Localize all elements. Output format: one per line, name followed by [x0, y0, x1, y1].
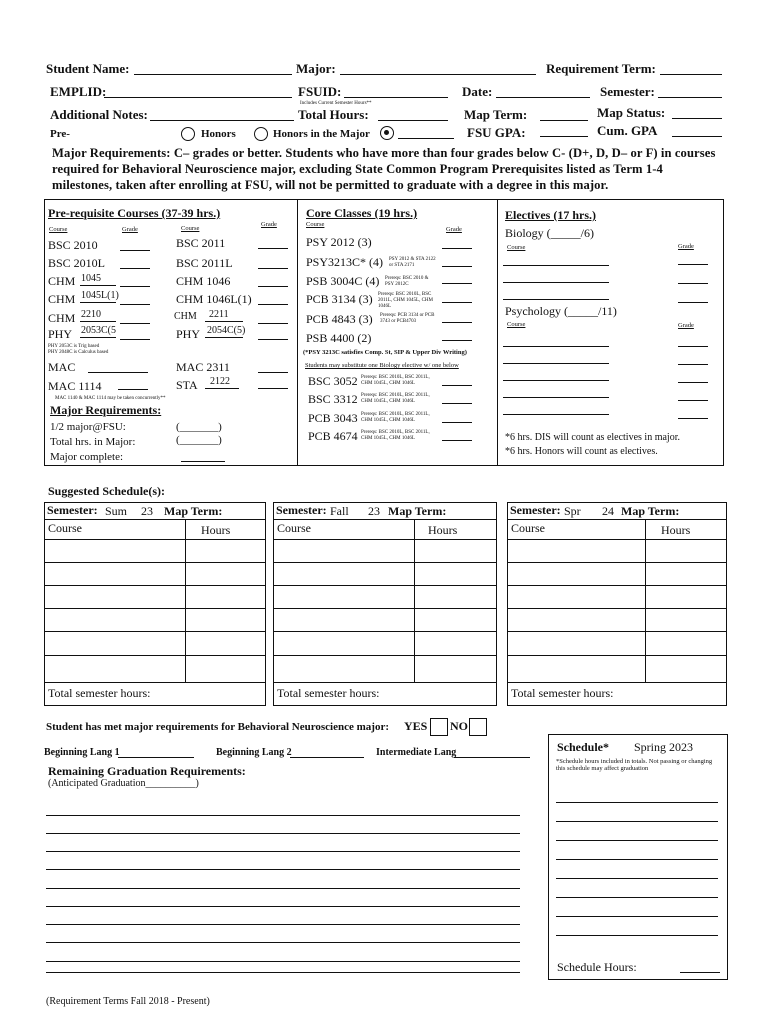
additional-notes-field[interactable] — [150, 120, 294, 121]
total-hours-label: Total Hours: — [298, 107, 369, 122]
grade-field[interactable] — [442, 440, 472, 441]
schedule-line[interactable] — [556, 859, 718, 860]
remaining-line[interactable] — [46, 961, 520, 962]
row-line — [274, 585, 496, 586]
prereq-title: Pre-requisite Courses (37-39 hrs.) — [48, 206, 221, 220]
honors-blank[interactable] — [398, 138, 454, 139]
column-divider — [645, 519, 646, 682]
core-note: Prereqs: BSC 2010 & PSY 2012C — [385, 276, 429, 287]
grade-field[interactable] — [678, 283, 708, 284]
grade-field[interactable] — [442, 385, 472, 386]
total-major-label: Total hrs. in Major: — [50, 436, 136, 448]
cum-gpa-label: Cum. GPA — [597, 123, 658, 138]
grade-field[interactable] — [258, 304, 288, 305]
major-complete-label: Major complete: — [50, 451, 124, 463]
course-header: Course — [277, 521, 311, 535]
psychology-label: Psychology (_____/11) — [505, 304, 617, 318]
grade-field[interactable] — [678, 346, 708, 347]
remaining-line[interactable] — [46, 942, 520, 943]
grade-field[interactable] — [442, 248, 472, 249]
schedule-line[interactable] — [556, 897, 718, 898]
grade-field[interactable] — [442, 283, 472, 284]
schedule-block — [44, 502, 266, 706]
remaining-line[interactable] — [46, 815, 520, 816]
row-line — [45, 655, 265, 656]
bio-note: Prereqs: BSC 2010L, BSC 2011L, CHM 1045L, CHM 1046L — [361, 430, 430, 441]
student-name-label: Student Name: — [46, 61, 130, 76]
prereq-course-hdr2: Course — [181, 225, 200, 232]
row-line — [45, 631, 265, 632]
grade-field[interactable] — [120, 304, 150, 305]
grade-field[interactable] — [120, 339, 150, 340]
bio-course: PCB 4674 — [308, 429, 358, 443]
divider — [497, 199, 498, 466]
column-divider — [414, 519, 415, 682]
bio-course: BSC 3312 — [308, 392, 358, 406]
core-course: PSB 4400 (2) — [306, 331, 372, 345]
row-line — [508, 682, 726, 683]
honors-radio[interactable] — [181, 127, 195, 141]
row-line — [274, 519, 496, 520]
requirement-term-label: Requirement Term: — [546, 61, 656, 76]
emplid-field[interactable] — [104, 97, 292, 98]
row-line — [45, 539, 265, 540]
grade-field[interactable] — [442, 340, 472, 341]
grade-field[interactable] — [442, 422, 472, 423]
elective-course-field[interactable] — [503, 265, 609, 266]
row-line — [508, 608, 726, 609]
grade-field[interactable] — [678, 418, 708, 419]
lang1-field[interactable] — [118, 757, 194, 758]
major-requirements-paragraph: Major Requirements: C– grades or better. Students who have more than four grades below C- (D+, D, D– or F) in courses required for Behavioral Neuroscience major, excluding State Common Program Prerequisites listed as Term 1-4 milestones, taken after enrolling at FSU, will not be permitted to graduate with a degree in this major. — [52, 146, 716, 192]
elective-course-field[interactable] — [503, 282, 609, 283]
map-status-label: Map Status: — [597, 105, 666, 120]
lang3-field[interactable] — [454, 757, 530, 758]
course-blank[interactable] — [80, 285, 116, 286]
sta-course: STA — [176, 378, 198, 392]
prereq-course: CHM — [48, 311, 76, 325]
course-header: Course — [511, 521, 545, 535]
prereq-course-num: 1045L(1) — [81, 290, 119, 301]
honors-major-label: Honors in the Major — [273, 128, 370, 140]
half-major-label: 1/2 major@FSU: — [50, 421, 126, 433]
hours-header: Hours — [201, 523, 231, 537]
phy-note: PHY 2053C is Trig based — [48, 344, 100, 349]
elective-course-field[interactable] — [503, 414, 609, 415]
prereq-course-num: 2053C(5 — [81, 325, 116, 336]
prereq-grade-hdr2: Grade — [261, 221, 277, 228]
total-hours-note: Includes Current Semester Hours** — [300, 101, 372, 106]
elective-course-hdr: Course — [507, 321, 526, 328]
cum-gpa-field[interactable] — [672, 136, 722, 137]
row-line — [274, 608, 496, 609]
core-note: PSY 2012 & STA 2122 or STA 2171 — [389, 257, 436, 268]
date-label: Date: — [462, 84, 493, 99]
elective-course-field[interactable] — [503, 299, 609, 300]
prereq-course: PHY — [48, 327, 73, 341]
semester-year: 23 — [141, 504, 153, 518]
courses-box — [44, 199, 724, 466]
elective-grade-hdr: Grade — [678, 322, 694, 329]
remaining-line[interactable] — [46, 833, 520, 834]
course-blank[interactable] — [80, 302, 116, 303]
schedule-line[interactable] — [556, 916, 718, 917]
pre-honors-radio[interactable] — [380, 126, 394, 140]
prereq-course: CHM — [48, 274, 76, 288]
semester-value: Fall — [330, 504, 349, 518]
course-blank[interactable] — [80, 337, 116, 338]
elective-course-field[interactable] — [503, 380, 609, 381]
semester-year: 23 — [368, 504, 380, 518]
semester-label: Semester: — [276, 503, 327, 517]
mac-note: MAC 1140 & MAC 1114 may be taken concurrently** — [55, 396, 166, 401]
half-major-field[interactable]: (_______) — [176, 421, 222, 433]
semester-label: Semester: — [47, 503, 98, 517]
schedule-summary-term: Spring 2023 — [634, 740, 694, 754]
grade-field[interactable] — [258, 286, 288, 287]
remaining-line[interactable] — [46, 851, 520, 852]
grade-field[interactable] — [678, 302, 708, 303]
row-line — [274, 631, 496, 632]
total-semester-hours: Total semester hours: — [48, 686, 151, 700]
bio-note: Prereqs: BSC 2010L, BSC 2011L, CHM 1045L, CHM 1046L — [361, 375, 430, 386]
yes-label: YES — [404, 719, 428, 733]
map-term-field[interactable] — [540, 120, 588, 121]
schedule-summary-title: Schedule* — [557, 740, 610, 754]
grade-field[interactable] — [442, 322, 472, 323]
prereq-course: PHY — [176, 327, 201, 341]
fsu-gpa-label: FSU GPA: — [467, 125, 526, 140]
lang2-label: Beginning Lang 2 — [216, 747, 292, 758]
prereq-course: BSC 2010L — [48, 256, 106, 270]
bio-course: PCB 3043 — [308, 411, 358, 425]
semester-value: Sum — [105, 504, 128, 518]
row-line — [45, 682, 265, 683]
row-line — [274, 682, 496, 683]
dis-note: *6 hrs. DIS will count as electives in major. — [505, 432, 680, 443]
requirement-terms-footer: (Requirement Terms Fall 2018 - Present) — [46, 996, 210, 1007]
row-line — [274, 539, 496, 540]
semester-label: Semester: — [510, 503, 561, 517]
prereq-course-num: 1045 — [81, 273, 101, 284]
grade-field[interactable] — [442, 403, 472, 404]
grade-field[interactable] — [678, 364, 708, 365]
prereq-course: CHM — [48, 292, 76, 306]
schedule-line[interactable] — [556, 878, 718, 879]
no-label: NO — [450, 719, 468, 733]
row-line — [508, 655, 726, 656]
remaining-line[interactable] — [46, 906, 520, 907]
honors-major-radio[interactable] — [254, 127, 268, 141]
grade-field[interactable] — [678, 400, 708, 401]
pre-label: Pre- — [50, 128, 70, 140]
row-line — [508, 539, 726, 540]
row-line — [508, 585, 726, 586]
lang2-field[interactable] — [290, 757, 364, 758]
course-header: Course — [48, 521, 82, 535]
row-line — [274, 655, 496, 656]
requirement-term-field[interactable] — [660, 74, 722, 75]
remaining-line[interactable] — [46, 972, 520, 973]
schedule-line[interactable] — [556, 935, 718, 936]
prereq-course-num: 2054C(5) — [207, 325, 246, 336]
hours-header: Hours — [661, 523, 691, 537]
no-checkbox[interactable] — [469, 718, 487, 736]
schedule-line[interactable] — [556, 802, 718, 803]
schedule-hours-field[interactable] — [680, 972, 720, 973]
schedule-block — [507, 502, 727, 706]
core-course: PCB 3134 (3) — [306, 292, 373, 306]
row-line — [45, 585, 265, 586]
prereq-course: CHM 1046L(1) — [176, 292, 252, 306]
major-complete-field[interactable] — [181, 461, 225, 462]
row-line — [508, 631, 726, 632]
elective-course-field[interactable] — [503, 397, 609, 398]
lang3-label: Intermediate Lang — [376, 747, 457, 758]
fsuid-field[interactable] — [344, 97, 448, 98]
hours-header: Hours — [428, 523, 458, 537]
row-line — [45, 608, 265, 609]
total-semester-hours: Total semester hours: — [511, 686, 614, 700]
prereq-course: CHM — [174, 311, 197, 322]
emplid-label: EMPLID: — [50, 84, 107, 99]
prereq-course-num: 2210 — [81, 309, 101, 320]
electives-title: Electives (17 hrs.) — [505, 208, 596, 222]
schedule-line[interactable] — [556, 821, 718, 822]
total-hours-field[interactable] — [378, 120, 448, 121]
prereq-course-hdr: Course — [49, 226, 68, 233]
course-blank[interactable] — [80, 321, 116, 322]
grade-field[interactable] — [258, 268, 288, 269]
yes-checkbox[interactable] — [430, 718, 448, 736]
core-title: Core Classes (19 hrs.) — [306, 206, 418, 220]
elective-course-field[interactable] — [503, 363, 609, 364]
elective-grade-hdr: Grade — [678, 243, 694, 250]
column-divider — [185, 519, 186, 682]
grade-field[interactable] — [442, 302, 472, 303]
grade-field[interactable] — [678, 382, 708, 383]
elective-course-field[interactable] — [503, 346, 609, 347]
map-term-label: Map Term: — [464, 107, 528, 122]
grade-field[interactable] — [118, 389, 148, 390]
major-req-title: Major Requirements: — [50, 403, 162, 417]
semester-value: Spr — [564, 504, 581, 518]
remaining-line[interactable] — [46, 888, 520, 889]
map-term-label: Map Term: — [164, 504, 223, 518]
core-course: PSY3213C* (4) — [306, 255, 384, 269]
prereq-grade-hdr: Grade — [122, 226, 138, 233]
core-course-hdr: Course — [306, 221, 325, 228]
row-line — [45, 562, 265, 563]
row-line — [45, 519, 265, 520]
remaining-requirements-title: Remaining Graduation Requirements: — [48, 764, 246, 778]
student-name-field[interactable] — [134, 74, 292, 75]
grade-field[interactable] — [442, 266, 472, 267]
suggested-schedule-heading: Suggested Schedule(s): — [48, 484, 166, 498]
total-semester-hours: Total semester hours: — [277, 686, 380, 700]
core-footnote: (*PSY 3213C satisfies Comp. St, SIP & Upper Div Writing) — [303, 349, 467, 356]
map-term-label: Map Term: — [388, 504, 447, 518]
major-field[interactable] — [340, 74, 536, 75]
grade-field[interactable] — [258, 372, 288, 373]
biology-label: Biology (_____/6) — [505, 226, 594, 240]
major-label: Major: — [296, 61, 336, 76]
course-blank[interactable] — [205, 321, 243, 322]
grade-field[interactable] — [258, 323, 288, 324]
remaining-line[interactable] — [46, 924, 520, 925]
bio-note: Prereqs: BSC 2010L, BSC 2011L, CHM 1045L, CHM 1046L — [361, 412, 430, 423]
grade-field[interactable] — [258, 388, 288, 389]
schedule-summary-note: *Schedule hours included in totals. Not passing or changing this schedule may affect graduation — [556, 758, 713, 772]
bio-note: Prereqs: BSC 2010L, BSC 2011L, CHM 1045L, CHM 1046L — [361, 393, 430, 404]
total-major-field[interactable]: (_______) — [176, 434, 222, 446]
prereq-course: BSC 2011L — [176, 256, 233, 270]
prereq-course: BSC 2011 — [176, 236, 226, 250]
grade-field[interactable] — [120, 323, 150, 324]
sta-course-num: 2122 — [210, 376, 230, 387]
divider — [297, 199, 298, 466]
row-line — [274, 562, 496, 563]
schedule-line[interactable] — [556, 840, 718, 841]
core-grade-hdr: Grade — [446, 226, 462, 233]
map-status-field[interactable] — [672, 118, 722, 119]
prereq-course: CHM 1046 — [176, 274, 231, 288]
schedule-block — [273, 502, 497, 706]
remaining-line[interactable] — [46, 869, 520, 870]
mac-course: MAC — [48, 360, 76, 374]
met-requirements-label: Student has met major requirements for Behavioral Neuroscience major: — [46, 721, 389, 733]
mac-course: MAC 2311 — [176, 360, 230, 374]
grade-field[interactable] — [258, 339, 288, 340]
grade-field[interactable] — [258, 248, 288, 249]
anticipated-graduation: (Anticipated Graduation__________) — [48, 778, 199, 789]
course-blank[interactable] — [205, 388, 239, 389]
mac-blank[interactable] — [88, 372, 148, 373]
honors-label: Honors — [201, 128, 236, 140]
mac-course: MAC 1114 — [48, 379, 102, 393]
phy-note: PHY 2048C is Calculus based — [48, 350, 109, 355]
semester-field[interactable] — [658, 97, 722, 98]
additional-notes-label: Additional Notes: — [50, 107, 148, 122]
grade-field[interactable] — [120, 268, 150, 269]
lang1-label: Beginning Lang 1 — [44, 747, 120, 758]
grade-field[interactable] — [120, 286, 150, 287]
prereq-course: BSC 2010 — [48, 238, 98, 252]
honors-note: *6 hrs. Honors will count as electives. — [505, 446, 658, 457]
substitute-note: Students may substitute one Biology elective w/ one below — [305, 362, 459, 369]
bio-course: BSC 3052 — [308, 374, 358, 388]
prereq-course-num: 2211 — [209, 309, 229, 320]
core-note: Prereqs: PCB 3134 or PCB 3743 or PCB4703 — [380, 313, 435, 324]
grade-field[interactable] — [120, 250, 150, 251]
semester-year: 24 — [602, 504, 614, 518]
fsu-gpa-field[interactable] — [540, 136, 588, 137]
core-course: PSY 2012 (3) — [306, 235, 372, 249]
grade-field[interactable] — [678, 264, 708, 265]
core-course: PSB 3004C (4) — [306, 274, 380, 288]
map-term-label: Map Term: — [621, 504, 680, 518]
core-course: PCB 4843 (3) — [306, 312, 373, 326]
course-blank[interactable] — [205, 337, 243, 338]
schedule-hours-label: Schedule Hours: — [557, 960, 637, 974]
fsuid-label: FSUID: — [298, 84, 342, 99]
row-line — [508, 562, 726, 563]
elective-course-hdr: Course — [507, 244, 526, 251]
row-line — [508, 519, 726, 520]
core-note: Prereqs: BSC 2010L, BSC 2011L, CHM 1045L, CHM 1046L — [378, 292, 433, 309]
date-field[interactable] — [496, 97, 590, 98]
semester-label: Semester: — [600, 84, 655, 99]
